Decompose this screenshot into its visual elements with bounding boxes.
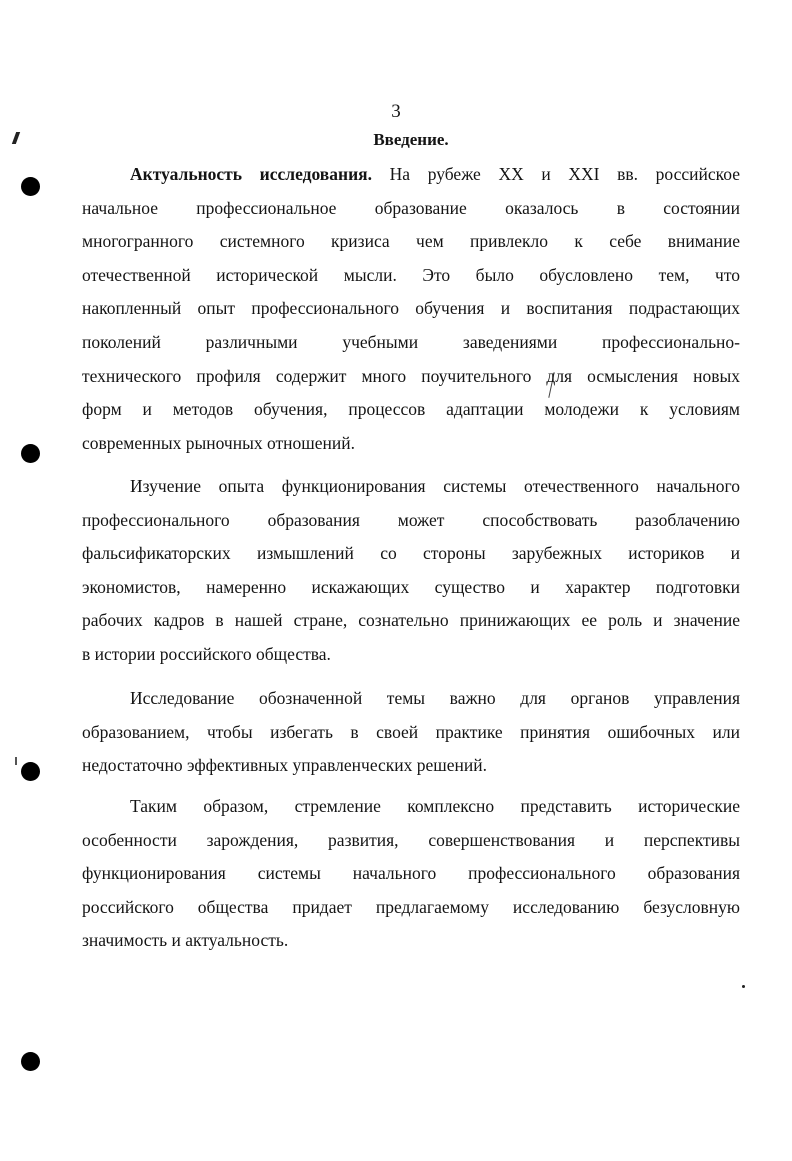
paragraph-line: поколений различными учебными заведениями профессионально- (82, 331, 740, 352)
paragraph-line: форм и методов обучения, процессов адаптации молодежи к условиям (82, 399, 740, 420)
paragraph-line: отечественной исторической мысли. Это было обусловлено тем, что (82, 264, 740, 285)
paragraph-line: российского общества придает предлагаемому исследованию безусловную (82, 896, 740, 917)
scan-artifact (742, 985, 745, 988)
binder-hole (21, 177, 40, 196)
paragraph-line: экономистов, намеренно искажающих существо и характер подготовки (82, 576, 740, 597)
paragraph-line: начальное профессиональное образование оказалось в состоянии (82, 197, 740, 218)
paragraph-line: рабочих кадров в нашей стране, сознательно принижающих ее роль и значение (82, 610, 740, 631)
binder-hole (21, 444, 40, 463)
paragraph-line: фальсификаторских измышлений со стороны зарубежных историков и (82, 543, 740, 564)
paragraph-line: Таким образом, стремление комплексно представить исторические (130, 796, 740, 816)
paragraph-line: Исследование обозначенной темы важно для органов управления (130, 688, 740, 708)
paragraph-study (82, 470, 740, 672)
paragraph-line: недостаточно эффективных управленческих решений. (82, 755, 488, 776)
paragraph-line: профессионального образования может способствовать разоблачению (82, 509, 740, 530)
lead-heading: Актуальность исследования. (130, 164, 373, 184)
binder-hole (21, 762, 40, 781)
paragraph-management (82, 682, 740, 783)
page-number: 3 (391, 101, 401, 122)
paragraph-line: Изучение опыта функционирования системы отечественного начального (130, 476, 740, 496)
binder-hole (21, 1052, 40, 1071)
paragraph-line: накопленный опыт профессионального обучения и воспитания подрастающих (82, 298, 740, 319)
paragraph-line: современных рыночных отношений. (82, 432, 355, 453)
scan-artifact (12, 132, 20, 144)
paragraph-conclusion (82, 790, 740, 958)
paragraph-line: значимость и актуальность. (82, 930, 289, 951)
paragraph-line: технического профиля содержит много поучительного для осмысления новых (82, 365, 740, 386)
paragraph-line: функционирования системы начального профессионального образования (82, 863, 740, 884)
scan-artifact (15, 757, 17, 765)
paragraph-line: многогранного системного кризиса чем привлекло к себе внимание (82, 231, 740, 252)
paragraph-line: образованием, чтобы избегать в своей практике принятия ошибочных или (82, 721, 740, 742)
paragraph-relevance (82, 158, 740, 460)
paragraph-line: в истории российского общества. (82, 643, 331, 664)
section-title: Введение. (373, 130, 449, 149)
paragraph-line: Актуальность исследования. На рубеже XX и XXI вв. российское (130, 164, 740, 184)
paragraph-line: особенности зарождения, развития, совершенствования и перспективы (82, 829, 740, 850)
